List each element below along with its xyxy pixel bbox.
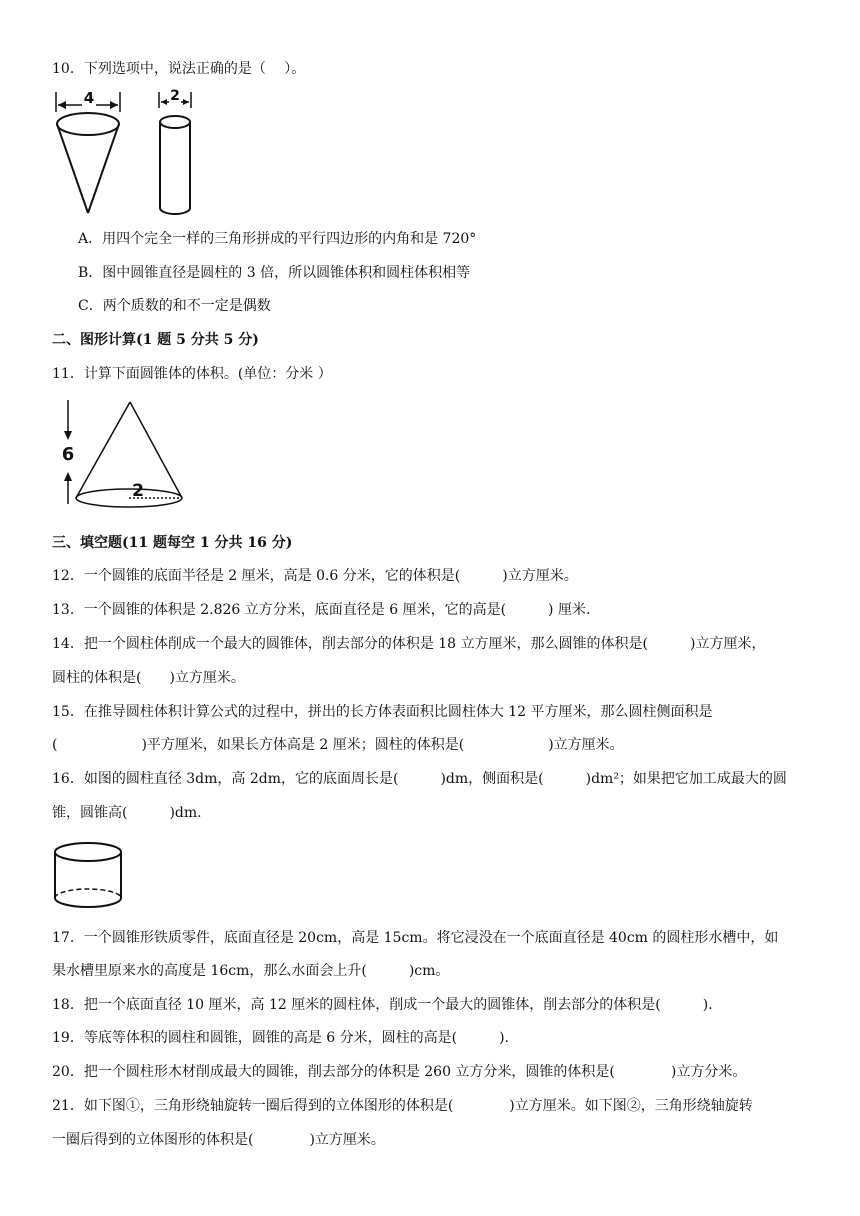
q10-cylinder-diameter-label: 2 [170, 88, 180, 104]
q11-question: 11．计算下面圆锥体的体积。(单位：分米 ） [52, 366, 332, 382]
q11-radius-label: 2 [132, 481, 144, 501]
q16-cylinder-figure [52, 838, 124, 912]
q14-text-line1: 14．把一个圆柱体削成一个最大的圆锥体，削去部分的体积是 18 立方厘米，那么圆锥的体积是( )立方厘米， [52, 636, 766, 652]
q17-text-line1: 17．一个圆锥形铁质零件，底面直径是 20cm，高是 15cm。将它浸没在一个底面直径是 40cm 的圆柱形水槽中，如 [52, 930, 779, 946]
q10-option-b: B．图中圆锥直径是圆柱的 3 倍，所以圆锥体积和圆柱体积相等 [78, 265, 471, 281]
q10-option-a: A．用四个完全一样的三角形拼成的平行四边形的内角和是 720° [78, 231, 477, 247]
q13-text: 13．一个圆锥的体积是 2.826 立方分米，底面直径是 6 厘米，它的高是( ) 厘米. [52, 602, 591, 618]
q10-cone-figure [52, 88, 124, 218]
section-3-title: 三、填空题(11 题每空 1 分共 16 分) [52, 535, 293, 551]
q19-text: 19．等底等体积的圆柱和圆锥，圆锥的高是 6 分米，圆柱的高是( ). [52, 1030, 509, 1046]
q10-cone-diameter-label: 4 [83, 89, 95, 107]
q16-text-line1: 16．如图的圆柱直径 3dm，高 2dm，它的底面周长是( )dm，侧面积是( )dm²；如果把它加工成最大的圆 [52, 771, 787, 787]
q10-cylinder-figure [156, 88, 196, 218]
q20-text: 20．把一个圆柱形木材削成最大的圆锥，削去部分的体积是 260 立方分米，圆锥的体积是( )立方分米。 [52, 1064, 747, 1080]
q11-cone-figure [58, 398, 188, 510]
q14-text-line2: 圆柱的体积是( )立方厘米。 [52, 670, 245, 686]
q10-option-c: C．两个质数的和不一定是偶数 [78, 298, 271, 314]
q11-height-label: 6 [61, 444, 75, 465]
q17-text-line2: 果水槽里原来水的高度是 16cm，那么水面会上升( )cm。 [52, 963, 450, 979]
q15-text-line2: ( )平方厘米，如果长方体高是 2 厘米；圆柱的体积是( )立方厘米。 [52, 737, 624, 753]
q21-text-line2: 一圈后得到的立体图形的体积是( )立方厘米。 [52, 1132, 385, 1148]
q10-question: 10．下列选项中，说法正确的是（ ）。 [52, 61, 306, 77]
q21-text-line1: 21．如下图①，三角形绕轴旋转一圈后得到的立体图形的体积是( )立方厘米。如下图②，三角形绕轴旋转 [52, 1098, 753, 1114]
q15-text-line1: 15．在推导圆柱体积计算公式的过程中，拼出的长方体表面积比圆柱体大 12 平方厘米，那么圆柱侧面积是 [52, 704, 713, 720]
q16-text-line2: 锥，圆锥高( )dm. [52, 805, 202, 821]
q12-text: 12．一个圆锥的底面半径是 2 厘米，高是 0.6 分米，它的体积是( )立方厘米。 [52, 568, 578, 584]
section-2-title: 二、图形计算(1 题 5 分共 5 分) [52, 332, 259, 348]
q18-text: 18．把一个底面直径 10 厘米，高 12 厘米的圆柱体，削成一个最大的圆锥体，削去部分的体积是( ). [52, 997, 713, 1013]
